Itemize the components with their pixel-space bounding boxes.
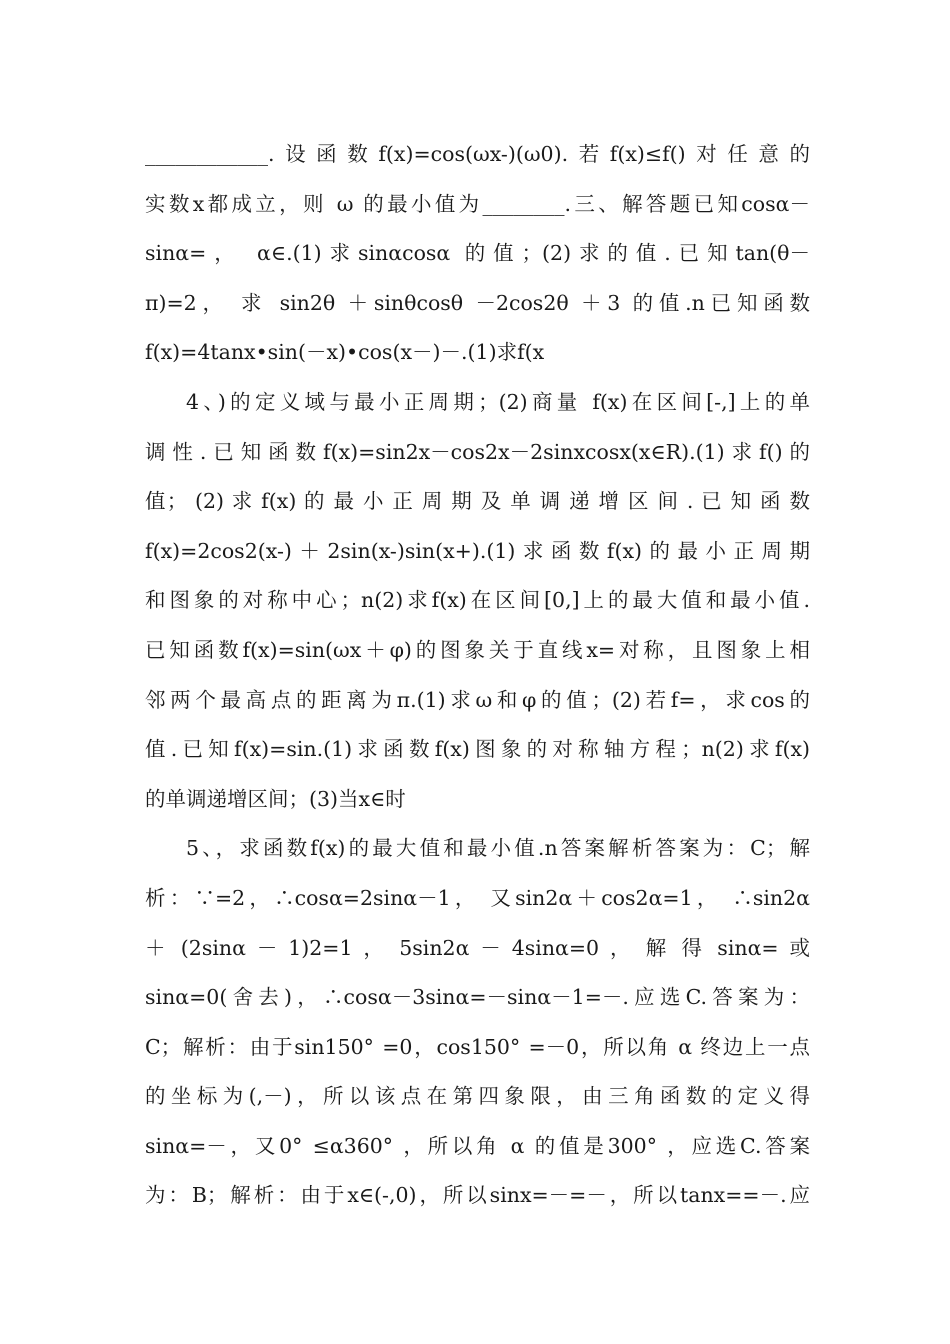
text-line: 值； (2) 求 f(x) 的 最 小 正 周 期 及 单 调 递 增 区 间 . 已 知 函 数 (145, 489, 810, 514)
text-line: 调性.已知函数f(x)=sin2x－cos2x－2sinxcosx(x∈R).(1)求f()的 (145, 439, 810, 464)
text-line: 5、，求函数f(x)的最大值和最小值.n答案解析答案为：C；解 (186, 836, 810, 861)
text-line: π)=2， 求 sin2θ ＋sinθcosθ －2cos2θ ＋3 的值.n已知函数 (145, 290, 810, 315)
text-line: sinα=0(舍去)，∴cosα－3sinα=－sinα－1=－.应选C.答案为： (145, 985, 810, 1010)
text-line: 为：B；解析：由于x∈(-,0)，所以sinx=－=－，所以tanx==－.应 (145, 1183, 810, 1208)
text-line: 的坐标为(,－)，所以该点在第四象限，由三角函数的定义得 (145, 1084, 810, 1109)
text-line: 值.已知f(x)=sin.(1)求函数f(x)图象的对称轴方程；n(2)求f(x) (145, 737, 810, 762)
text-line: f(x)=2cos2(x-)＋2sin(x-)sin(x+).(1)求函数f(x)的最小正周期 (145, 538, 810, 563)
text-line: 的单调递增区间；(3)当x∈时 (145, 786, 406, 811)
text-line: 实数x都成立，则 ω 的最小值为________.三、解答题已知cosα－ (145, 191, 810, 216)
text-line: ____________.设函数f(x)=cos(ωx-)(ω0).若f(x)≤f()对任意的 (145, 142, 810, 166)
paragraph-1 (145, 130, 810, 378)
text-line: 析：∵=2，∴cosα=2sinα－1， 又sin2α＋cos2α=1， ∴sin2α (145, 885, 810, 910)
text-line: ＋ (2sinα － 1)2=1 ， 5sin2α － 4sinα=0 ， 解 得 sinα= 或 (145, 935, 810, 960)
text-line: 已知函数f(x)=sin(ωx＋φ)的图象关于直线x=对称，且图象上相 (145, 637, 810, 662)
document-page (145, 130, 810, 1221)
paragraph-3 (145, 824, 810, 1221)
text-line: f(x)=4tanx•sin(－x)•cos(x－)－.(1)求f(x (145, 340, 545, 365)
text-line: sinα=－，又0° ≤α360° ，所以角 α 的值是300° ，应选C.答案 (145, 1133, 810, 1158)
paragraph-2 (145, 378, 810, 824)
text-line: 邻两个最高点的距离为π.(1)求ω和φ的值；(2)若f=，求cos的 (145, 687, 810, 712)
text-line: sinα=， α∈.(1)求sinαcosα 的值；(2)求的值.已知tan(θ－ (145, 241, 810, 266)
text-line: 4、)的定义域与最小正周期；(2)商量 f(x)在区间[-,]上的单 (186, 389, 810, 414)
text-line: 和图象的对称中心；n(2)求f(x)在区间[0,]上的最大值和最小值. (145, 588, 810, 613)
text-line: C；解析：由于sin150° =0，cos150° =－0，所以角 α 终边上一点 (145, 1034, 810, 1059)
